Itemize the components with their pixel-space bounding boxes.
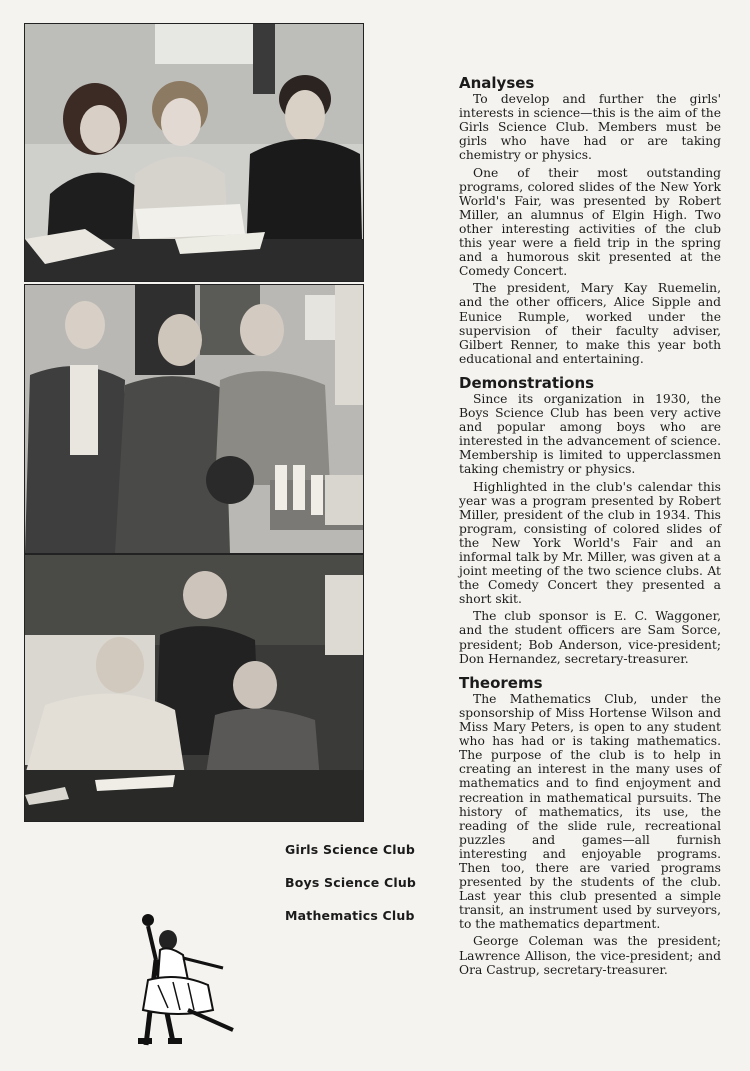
paragraph: To develop and further the girls' interests in science—this is the aim of the Girls Science Club. Members must be girls who have had or are taking chemistry or physics. (459, 92, 721, 163)
photo-girls-science-club (24, 23, 364, 282)
dancing-couple-illustration (128, 910, 238, 1050)
section-heading: Demonstrations (459, 373, 595, 392)
photo-captions (285, 842, 445, 941)
photo-mathematics-club (24, 554, 364, 822)
paragraph: Since its organization in 1930, the Boys Science Club has been very active and popular among boys who are interested in the advancement of science. Membership is limited to upperclassmen taking chemistry or physics. (459, 391, 721, 477)
article-text (459, 72, 721, 980)
section-heading: Analyses (459, 74, 535, 92)
caption-boys-science-club: Boys Science Club (285, 875, 417, 890)
section-heading: Theorems (459, 673, 543, 692)
photo-boys-science-club (24, 284, 364, 554)
section-demonstrations (459, 373, 721, 666)
section-theorems (459, 673, 721, 977)
section-analyses (459, 76, 721, 366)
paragraph: George Coleman was the president; Lawrence Allison, the vice-president; and Ora Castrup, secretary-treasurer. (459, 934, 721, 977)
paragraph: The club sponsor is E. C. Waggoner, and the student officers are Sam Sorce, president; Bob Anderson, vice-president; Don Hernandez, secretary-treasurer. (459, 609, 721, 666)
caption-mathematics-club: Mathematics Club (285, 908, 415, 923)
caption-girls-science-club: Girls Science Club (285, 842, 416, 857)
paragraph: The Mathematics Club, under the sponsorship of Miss Hortense Wilson and Miss Mary Peters, is open to any student who has had or is taking mathematics. The purpose of the club is to help in creating an interest in the many uses of mathematics and to find enjoyment and recreation in mathematical pursuits. The history of mathematics, its use, the reading of the slide rule, recreational puzzles and games—all furnish interesting and enjoyable programs. Then too, there are varied programs presented by the students of the club. Last year this club presented a simple transit, an instrument used by surveyors, to the mathematics department. (459, 691, 721, 932)
paragraph: One of their most outstanding programs, colored slides of the New York World's Fair, was presented by Robert Miller, an alumnus of Elgin High. Two other interesting activities of the club this year were a field trip in the spring and a humorous skit presented at the Comedy Concert. (459, 165, 721, 279)
paragraph: Highlighted in the club's calendar this year was a program presented by Robert Miller, president of the club in 1934. This program, consisting of colored slides of the New York World's Fair and an informal talk by Mr. Miller, was given at a joint meeting of the two science clubs. At the Comedy Concert they presented a short skit. (459, 479, 721, 607)
paragraph: The president, Mary Kay Ruemelin, and the other officers, Alice Sipple and Eunice Rumple, worked under the supervision of their faculty adviser, Gilbert Renner, to make this year both educational and entertaining. (459, 281, 721, 366)
